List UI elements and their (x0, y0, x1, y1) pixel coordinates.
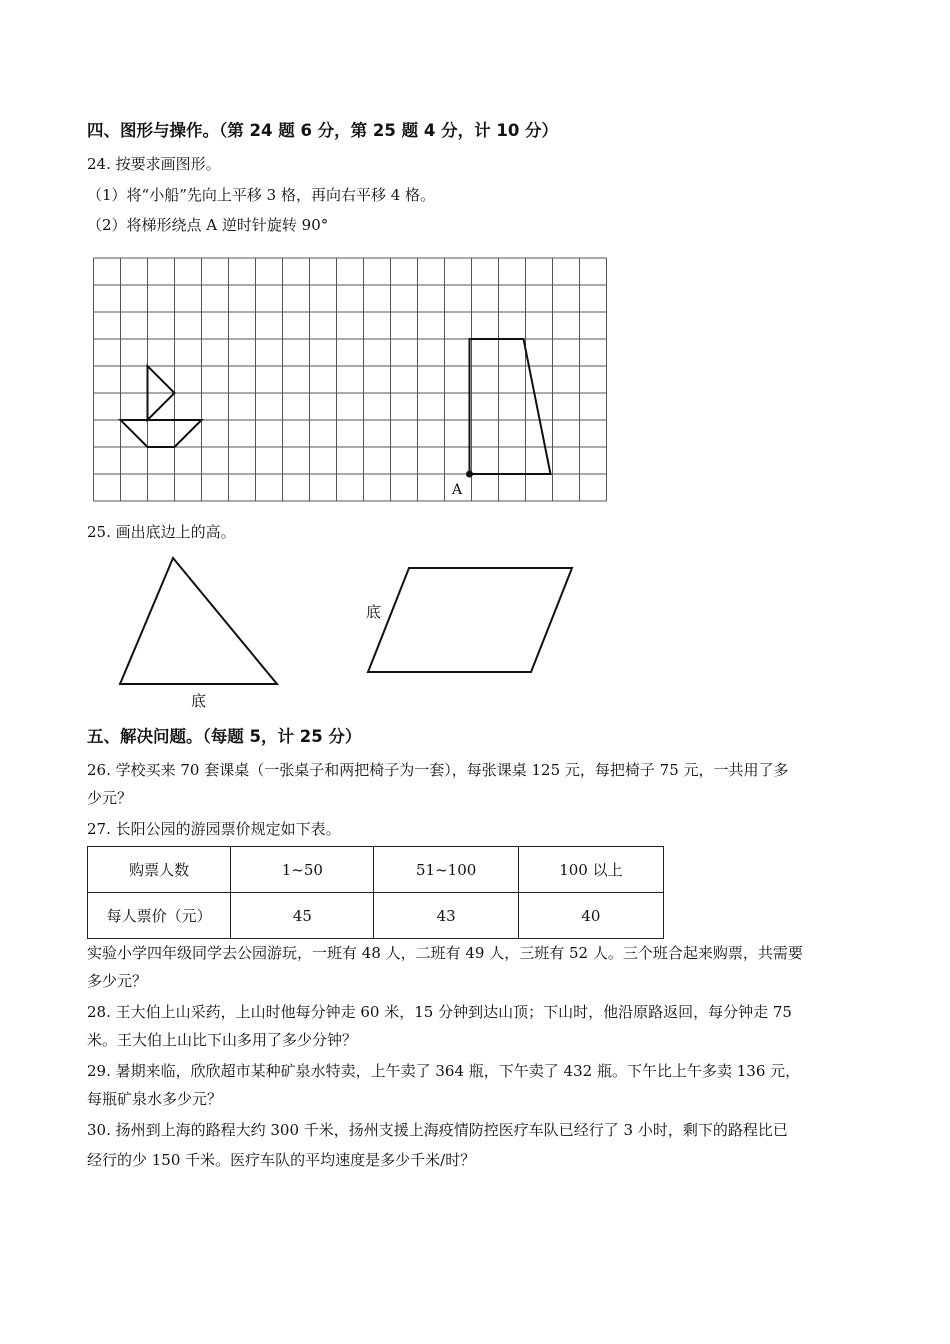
q29-line1: 29. 暑期来临，欣欣超市某种矿泉水特卖，上午卖了 364 瓶，下午卖了 432 瓶。下午比上午多卖 136 元， (87, 1062, 801, 1080)
q30-line2: 经行的少 150 千米。医疗车队的平均速度是多少千米/时？ (87, 1151, 476, 1169)
q27-line2: 多少元？ (87, 972, 148, 990)
q27-title: 27. 长阳公园的游园票价规定如下表。 (87, 820, 341, 838)
trapezoid (470, 339, 551, 474)
table-cell: 40 (518, 893, 663, 939)
q28-line2: 米。王大伯上山比下山多用了多少分钟？ (87, 1031, 358, 1049)
parallelogram (368, 568, 572, 672)
section4-heading: 四、图形与操作。（第 24 题 6 分，第 25 题 4 分，计 10 分） (87, 121, 559, 140)
q24-grid-figure (80, 250, 620, 510)
q24-part1: （1）将“小船”先向上平移 3 格，再向右平移 4 格。 (87, 186, 436, 204)
table-cell: 购票人数 (88, 847, 231, 893)
triangle (120, 558, 277, 684)
q29-line2: 每瓶矿泉水多少元？ (87, 1090, 223, 1108)
boat-hull (121, 420, 202, 447)
q26-line2: 少元？ (87, 789, 133, 807)
table-cell: 100 以上 (518, 847, 663, 893)
ticket-price-table (87, 846, 664, 939)
table-row (88, 847, 664, 893)
table-cell: 43 (374, 893, 518, 939)
q27-line1: 实验小学四年级同学去公园游玩，一班有 48 人，二班有 49 人，三班有 52 人。三个班合起来购票，共需要 (87, 944, 803, 962)
table-row (88, 893, 664, 939)
q26-line1: 26. 学校买来 70 套课桌（一张桌子和两把椅子为一套），每张课桌 125 元，每把椅子 75 元，一共用了多 (87, 761, 789, 779)
q30-line1: 30. 扬州到上海的路程大约 300 千米，扬州支援上海疫情防控医疗车队已经行了 3 小时，剩下的路程比已 (87, 1121, 788, 1139)
triangle-base-label: 底 (191, 692, 207, 710)
q24-title: 24. 按要求画图形。 (87, 155, 221, 173)
q25-figures (100, 550, 600, 715)
point-a-label: A (452, 482, 463, 498)
table-cell: 1~50 (231, 847, 374, 893)
point-a-dot (466, 471, 473, 478)
table-cell: 51~100 (374, 847, 518, 893)
table-cell: 45 (231, 893, 374, 939)
table-cell: 每人票价（元） (88, 893, 231, 939)
section5-heading: 五、解决问题。（每题 5，计 25 分） (87, 727, 362, 746)
grid-lines (94, 258, 607, 501)
q28-line1: 28. 王大伯上山采药，上山时他每分钟走 60 米，15 分钟到达山顶；下山时，他沿原路返回，每分钟走 75 (87, 1003, 792, 1021)
parallelogram-base-label: 底 (366, 603, 382, 621)
q24-part2: （2）将梯形绕点 A 逆时针旋转 90° (87, 216, 329, 234)
q25-title: 25. 画出底边上的高。 (87, 523, 236, 541)
